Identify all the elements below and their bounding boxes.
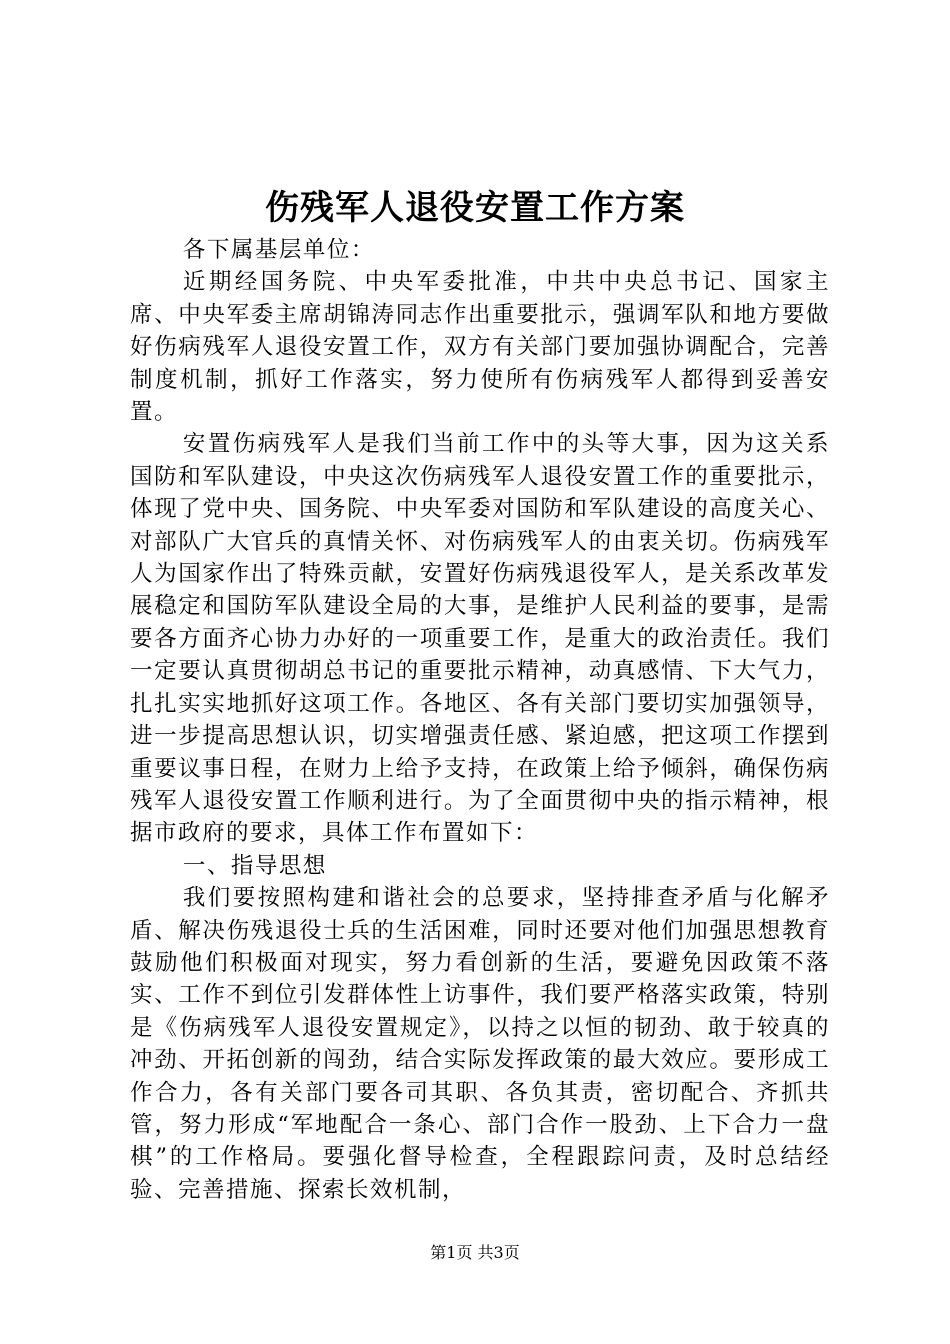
document-body xyxy=(130,234,830,1206)
page-number: 第1页 共3页 xyxy=(430,1243,520,1262)
paragraph-intro: 近期经国务院、中央军委批准，中共中央总书记、国家主席、中央军委主席胡锦涛同志作出重要批示，强调军队和地方要做好伤病残军人退役安置工作，双方有关部门要加强协调配合，完善制度机制，抓好工作落实，努力使所有伤病残军人都得到妥善安置。 xyxy=(130,269,830,426)
document-title: 伤残军人退役安置工作方案 xyxy=(265,188,685,228)
section-heading: 一、指导思想 xyxy=(182,852,327,879)
paragraph-importance: 安置伤病残军人是我们当前工作中的头等大事，因为这关系国防和军队建设，中央这次伤病残军人退役安置工作的重要批示，体现了党中央、国务院、中央军委对国防和军队建设的高度关心、对部队广大官兵的真情关怀、对伤病残军人的由衷关切。伤病残军人为国家作出了特殊贡献，安置好伤病残退役军人，是关系改革发展稳定和国防军队建设全局的大事，是维护人民利益的要事，是需要各方面齐心协力办好的一项重要工作，是重大的政治责任。我们一定要认真贯彻胡总书记的重要批示精神，动真感情、下大气力，扎扎实实地抓好这项工作。各地区、各有关部门要切实加强领导，进一步提高思想认识，切实增强责任感、紧迫感，把这项工作摆到重要议事日程，在财力上给予支持，在政策上给予倾斜，确保伤病残军人退役安置工作顺利进行。为了全面贯彻中央的指示精神，根据市政府的要求，具体工作布置如下： xyxy=(130,431,830,847)
paragraph-guiding-thought: 我们要按照构建和谐社会的总要求，坚持排查矛盾与化解矛盾、解决伤残退役士兵的生活困难，同时还要对他们加强思想教育鼓励他们积极面对现实，努力看创新的生活，要避免因政策不落实、工作不到位引发群体性上访事件，我们要严格落实政策，特别是《伤病残军人退役安置规定》，以持之以恒的韧劲、敢于较真的冲劲、开拓创新的闯劲，结合实际发挥政策的最大效应。要形成工作合力，各有关部门要各司其职、各负其责，密切配合、齐抓共管，努力形成“军地配合一条心、部门合作一股劲、上下合力一盘棋”的工作格局。要强化督导检查，全程跟踪问责，及时总结经验、完善措施、探索长效机制， xyxy=(130,885,830,1203)
salutation: 各下属基层单位： xyxy=(182,237,375,263)
